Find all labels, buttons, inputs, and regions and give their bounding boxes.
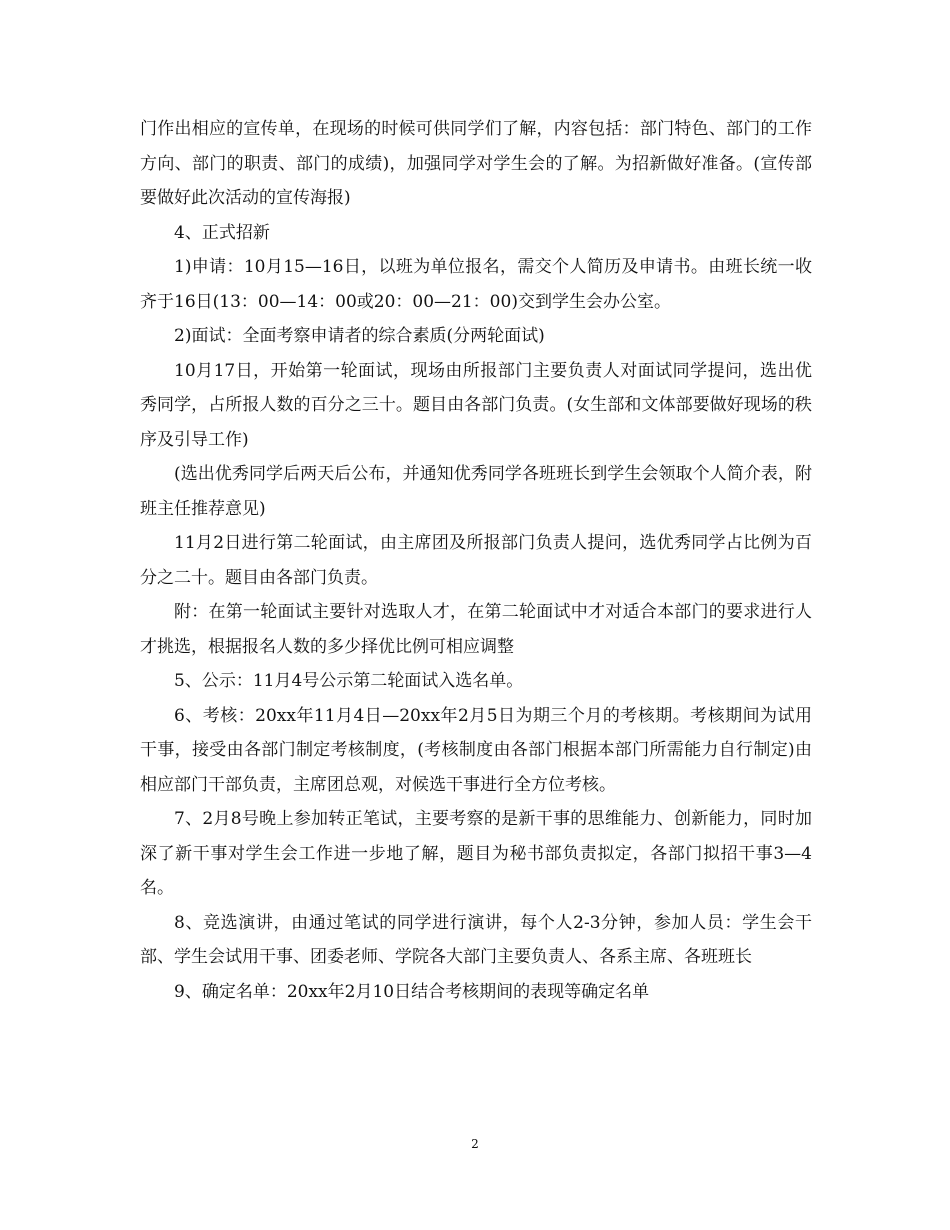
paragraph-assessment: 6、考核：20xx年11月4日—20xx年2月5日为期三个月的考核期。考核期间为试用干事，接受由各部门制定考核制度，(考核制度由各部门根据本部门所需能力自行制定)由相应部门干部负责，主席团总观，对候选干事进行全方位考核。 bbox=[140, 705, 812, 795]
paragraph-first-round: 10月17日，开始第一轮面试，现场由所报部门主要负责人对面试同学提问，选出优秀同学，占所报人数的百分之三十。题目由各部门负责。(女生部和文体部要做好现场的秩序及引导工作) bbox=[140, 360, 812, 450]
paragraph-second-round: 11月2日进行第二轮面试，由主席团及所报部门负责人提问，选优秀同学占比例为百分之二十。题目由各部门负责。 bbox=[140, 533, 812, 588]
page-number: 2 bbox=[471, 1137, 479, 1151]
paragraph-publicity-continued: 门作出相应的宣传单，在现场的时候可供同学们了解，内容包括：部门特色、部门的工作方向、部门的职责、部门的成绩)，加强同学对学生会的了解。为招新做好准备。(宣传部要做好此次活动的宣传海报) bbox=[140, 119, 812, 208]
paragraph-application: 1)申请：10月15—16日，以班为单位报名，需交个人简历及申请书。由班长统一收齐于16日(13：00—14：00或20：00—21：00)交到学生会办公室。 bbox=[140, 257, 812, 312]
paragraph-election-speech: 8、竞选演讲，由通过笔试的同学进行演讲，每个人2-3分钟，参加人员：学生会干部、学生会试用干事、团委老师、学院各大部门主要负责人、各系主席、各班班长 bbox=[140, 912, 812, 967]
paragraph-interview: 2)面试：全面考察申请者的综合素质(分两轮面试) bbox=[174, 326, 545, 346]
paragraph-appendix: 附：在第一轮面试主要针对选取人才，在第二轮面试中才对适合本部门的要求进行人才挑选，根据报名人数的多少择优比例可相应调整 bbox=[140, 602, 812, 657]
document-body bbox=[140, 112, 812, 1009]
paragraph-heading-recruitment: 4、正式招新 bbox=[174, 222, 270, 243]
paragraph-final-list: 9、确定名单：20xx年2月10日结合考核期间的表现等确定名单 bbox=[174, 981, 650, 1002]
paragraph-written-exam: 7、2月8号晚上参加转正笔试，主要考察的是新干事的思维能力、创新能力，同时加深了新干事对学生会工作进一步地了解，题目为秘书部负责拟定，各部门拟招干事3—4名。 bbox=[140, 809, 812, 898]
paragraph-announcement: 5、公示：11月4号公示第二轮面试入选名单。 bbox=[174, 671, 524, 691]
paragraph-first-round-note: (选出优秀同学后两天后公布，并通知优秀同学各班班长到学生会领取个人简介表，附班主任推荐意见) bbox=[140, 464, 812, 519]
